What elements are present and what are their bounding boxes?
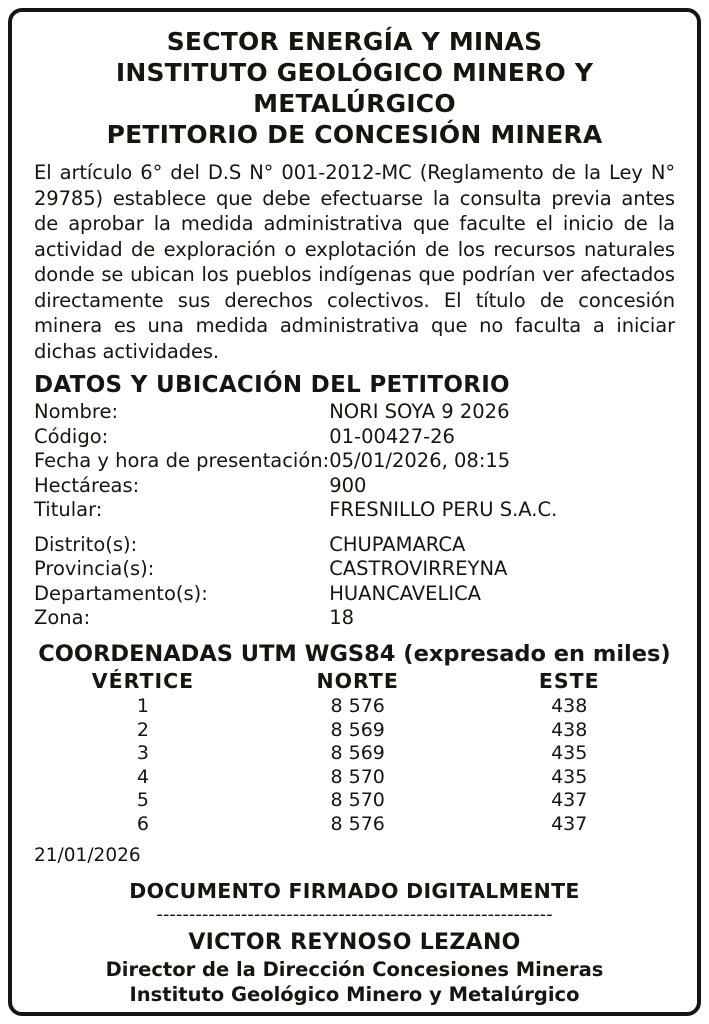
signatory-role: Director de la Dirección Concesiones Mineras	[105, 958, 604, 981]
title-line-institute: INSTITUTO GEOLÓGICO MINERO Y METALÚRGICO	[115, 58, 594, 118]
document-title	[34, 26, 675, 150]
table-row	[34, 425, 675, 450]
field-value-zona: 18	[329, 606, 355, 629]
title-line-sector: SECTOR ENERGÍA Y MINAS	[166, 27, 543, 56]
cell-norte: 8 570	[330, 789, 385, 811]
cell-vertice: 4	[136, 765, 150, 788]
divider: -------------------------------------------------------------	[156, 906, 553, 924]
coordinates-header-row	[34, 670, 675, 696]
title-line-petitorio: PETITORIO DE CONCESIÓN MINERA	[106, 120, 603, 149]
field-label-distrito: Distrito(s):	[34, 532, 138, 556]
field-label-hectareas: Hectáreas:	[34, 473, 140, 497]
document-frame	[8, 8, 701, 1016]
petitorio-data-table	[34, 400, 675, 631]
digital-signature-label: DOCUMENTO FIRMADO DIGITALMENTE	[129, 879, 580, 903]
table-row	[34, 400, 675, 425]
field-value-fecha: 05/01/2026, 08:15	[329, 449, 511, 472]
field-value-provincia: CASTROVIRREYNA	[329, 557, 508, 580]
cell-este: 438	[551, 695, 588, 717]
section-heading-datos: DATOS Y UBICACIÓN DEL PETITORIO	[34, 372, 510, 398]
field-label-provincia: Provincia(s):	[34, 557, 155, 580]
table-row	[34, 582, 675, 607]
table-row	[34, 533, 675, 558]
cell-vertice: 1	[136, 695, 150, 717]
cell-vertice: 3	[136, 742, 150, 764]
signatory-institution: Instituto Geológico Minero y Metalúrgico	[129, 983, 580, 1006]
table-row	[34, 449, 675, 474]
cell-vertice: 5	[136, 789, 150, 811]
coordinates-table	[34, 670, 675, 837]
legal-paragraph: El artículo 6° del D.S N° 001-2012-MC (Reglamento de la Ley N° 29785) establece que debe efectuarse la consulta previa antes de aprobar la medida administrativa que faculte el inicio de la actividad de exploración o explotación de los recursos naturales donde se ubican los pueblos indígenas que podrían ver afectados directamente sus derechos colectivos. El título de concesión minera es una medida administrativa que no faculta a iniciar dichas actividades.	[34, 161, 675, 363]
table-row	[34, 766, 675, 790]
table-row	[34, 789, 675, 813]
table-row	[34, 498, 675, 523]
cell-vertice: 2	[136, 718, 150, 741]
document-footer	[34, 878, 675, 1007]
field-label-departamento: Departamento(s):	[34, 581, 208, 605]
field-value-departamento: HUANCAVELICA	[329, 581, 482, 605]
field-value-hectareas: 900	[329, 473, 367, 497]
cell-norte: 8 569	[330, 742, 385, 764]
table-row	[34, 742, 675, 766]
cell-vertice: 6	[136, 812, 150, 835]
field-label-fecha: Fecha y hora de presentación:	[34, 449, 330, 472]
table-row	[34, 719, 675, 743]
column-header-norte: NORTE	[316, 668, 399, 693]
cell-norte: 8 576	[330, 695, 385, 717]
table-row	[34, 695, 675, 719]
field-label-titular: Titular:	[34, 498, 103, 521]
column-header-este: ESTE	[538, 668, 600, 693]
table-spacer	[34, 523, 675, 533]
column-header-vertice: VÉRTICE	[91, 668, 195, 693]
cell-este: 435	[551, 765, 588, 788]
field-value-titular: FRESNILLO PERU S.A.C.	[329, 498, 558, 521]
field-label-nombre: Nombre:	[34, 400, 119, 423]
cell-este: 437	[551, 812, 588, 835]
cell-este: 437	[551, 789, 588, 811]
signatory-name: VICTOR REYNOSO LEZANO	[188, 930, 521, 955]
cell-este: 438	[551, 718, 588, 741]
field-value-distrito: CHUPAMARCA	[329, 532, 466, 556]
cell-norte: 8 576	[330, 812, 385, 835]
coordinates-heading: COORDENADAS UTM WGS84 (expresado en miles)	[38, 640, 671, 667]
field-label-codigo: Código:	[34, 424, 109, 448]
cell-este: 435	[551, 742, 588, 764]
field-value-nombre: NORI SOYA 9 2026	[329, 400, 510, 423]
table-row	[34, 606, 675, 631]
table-row	[34, 474, 675, 499]
table-row	[34, 557, 675, 582]
field-label-zona: Zona:	[34, 606, 91, 629]
issue-date: 21/01/2026	[34, 845, 141, 866]
cell-norte: 8 570	[330, 765, 385, 788]
table-row	[34, 813, 675, 837]
field-value-codigo: 01-00427-26	[329, 424, 455, 448]
cell-norte: 8 569	[330, 718, 385, 741]
